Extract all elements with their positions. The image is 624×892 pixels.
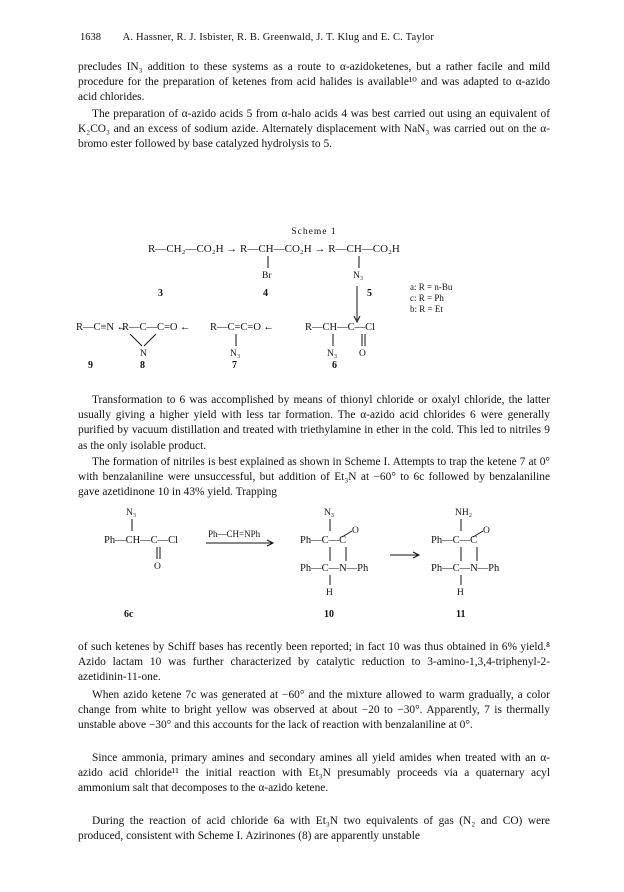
label-6c: 6c bbox=[124, 609, 134, 620]
scheme1-ring-bond-left bbox=[130, 334, 142, 346]
scheme1-acid-chloride-n3: N₃ bbox=[327, 349, 338, 359]
lactam-n3: N₃ bbox=[324, 508, 335, 518]
paragraph-7: Since ammonia, primary amines and secondary amines all yield amides when treated with an α-azido acid chloride¹¹ the initial reaction with Et₃N presumably proceeds via a quaternary acyl ammonium salt that decomposes to the α-azido ketene. bbox=[78, 752, 550, 795]
lactam-top: Ph—C—C bbox=[300, 535, 347, 546]
scheme1-acid-chloride-o: O bbox=[359, 349, 366, 359]
scheme-1-title: Scheme 1 bbox=[291, 227, 337, 237]
amine-carbonyl-o: O bbox=[483, 526, 490, 536]
label-4: 4 bbox=[263, 288, 268, 299]
paragraph-1: precludes IN₃ addition to these systems as a route to α-azidoketenes, but a rather facile and mild procedure for the preparation of ketenes from acid halides is available¹⁰ and was adapted to α-azido acid chlorides. bbox=[78, 61, 550, 104]
amine-nh2: NH₂ bbox=[455, 508, 473, 518]
lactam-carbonyl-o: O bbox=[352, 526, 359, 536]
label-8: 8 bbox=[140, 360, 145, 368]
scheme1-ketene: R—C=C=O ← bbox=[210, 322, 275, 333]
label-10: 10 bbox=[324, 609, 334, 620]
scheme1-azirinone-n: N bbox=[140, 349, 147, 359]
legend-b: b: R = Et bbox=[410, 304, 443, 314]
scheme1-nitrile: R—C≡N ← bbox=[76, 322, 128, 333]
amine-bottom: Ph—C—N—Ph bbox=[431, 563, 500, 574]
scheme1-n3: N₃ bbox=[353, 271, 364, 281]
scheme1-acid-chloride: R—CH—C—Cl bbox=[305, 322, 376, 333]
label-6: 6 bbox=[332, 360, 337, 368]
lactam-h: H bbox=[326, 588, 333, 598]
page-number: 1638 bbox=[80, 32, 101, 43]
amine-h: H bbox=[457, 588, 464, 598]
label-11: 11 bbox=[456, 609, 466, 620]
amine-top: Ph—C—C bbox=[431, 535, 478, 546]
scheme1-ring-bond-right bbox=[144, 334, 156, 346]
label-7: 7 bbox=[232, 360, 237, 368]
scheme1-br: Br bbox=[262, 271, 272, 281]
paragraph-6: When azido ketene 7c was generated at −60° and the mixture allowed to warm gradually, a color change from white to bright yellow was observed at about −20 to −30°. Apparently, 7 is thermally unstable above −30° and this accounts for the lack of reaction with benzalaniline at 0°. bbox=[78, 689, 550, 732]
label-9: 9 bbox=[88, 360, 93, 368]
paragraph-3: Transformation to 6 was accomplished by means of thionyl chloride or oxalyl chloride, the latter usually giving a higher yield with less tar formation. The α-azido acid chlorides 6 were generally purified by vacuum distillation and treated with triethylamine in ether in the cold. This led to nitriles 9 as the only isolable product. bbox=[78, 394, 550, 452]
reactant-o: O bbox=[154, 562, 161, 572]
scheme1-ketene-n3: N₃ bbox=[230, 349, 241, 359]
lactam-carbonyl-bond bbox=[342, 531, 352, 537]
paragraph-2: The preparation of α-azido acids 5 from α-halo acids 4 was best carried out using an equivalent of K₂CO₃ and an excess of sodium azide. Alternately displacement with NaN₃ was carried out on the α-bromo ester followed by base catalyzed hydrolysis to 5. bbox=[78, 108, 550, 151]
legend-a: a: R = n-Bu bbox=[410, 282, 453, 292]
label-3: 3 bbox=[158, 288, 163, 299]
reagent-label: Ph—CH=NPh bbox=[208, 529, 261, 539]
paragraph-4: The formation of nitriles is best explained as shown in Scheme I. Attempts to trap the ketene 7 at 0° with benzalaniline were unsuccessful, but addition of Et₃N at −60° to 6c followed by benzalaniline gave azetidinone 10 in 43% yield. Trapping bbox=[78, 456, 550, 499]
paragraph-5: of such ketenes by Schiff bases has recently been reported; in fact 10 was thus obtained in 6% yield.⁸ Azido lactam 10 was further characterized by catalytic reduction to 3-amino-1,3,4-triphenyl-2-azetidinin-11-one. bbox=[78, 641, 550, 684]
author-line: A. Hassner, R. J. Isbister, R. B. Greenwald, J. T. Klug and E. C. Taylor bbox=[122, 32, 435, 43]
scheme1-row1: R—CH₂—CO₂H → R—CH—CO₂H → R—CH—CO₂H bbox=[148, 243, 400, 255]
label-5: 5 bbox=[367, 288, 372, 299]
scheme1-azirinone: R—C—C=O ← bbox=[122, 322, 191, 333]
amine-carbonyl-bond bbox=[473, 531, 483, 537]
trapping-reaction-diagram bbox=[100, 505, 530, 625]
reactant-n3: N₃ bbox=[126, 508, 137, 518]
lactam-bottom: Ph—C—N—Ph bbox=[300, 563, 369, 574]
running-header bbox=[80, 32, 560, 43]
paragraph-8: During the reaction of acid chloride 6a with Et₃N two equivalents of gas (N₂ and CO) were produced, consistent with Scheme I. Azirinones (8) are apparently unstable bbox=[78, 815, 550, 843]
scheme-1-diagram bbox=[70, 238, 560, 368]
legend-c: c: R = Ph bbox=[410, 293, 444, 303]
reactant-6c: Ph—CH—C—Cl bbox=[104, 535, 179, 546]
